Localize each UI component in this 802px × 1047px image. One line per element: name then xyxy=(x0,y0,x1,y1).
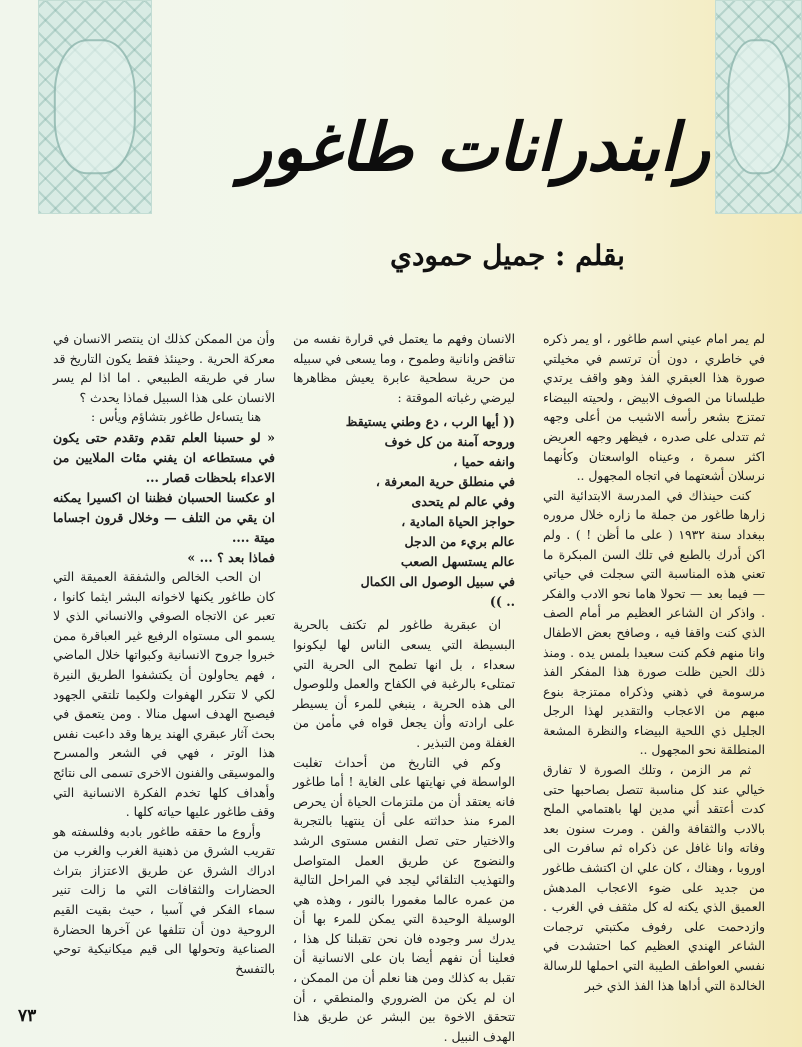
poem-line: في سبيل الوصول الى الكمال xyxy=(360,574,515,590)
quote-line: « لو حسبنا العلم تقدم وتقدم حتى يكون في مستطاعه ان يفني مئات الملايين من الاعداء بلحظات قصار ... xyxy=(53,429,275,485)
poem-line: وروحه آمنة من كل خوف xyxy=(384,434,515,450)
poem-line: .. )) xyxy=(489,594,515,610)
paragraph: وأروع ما حققه طاغور بادبه وفلسفته هو تقريب الشرق من ذهنية الغرب والغرب من ادراك الشرق عن طريق الاعتزاز بتراث الحضارات والثقافات التي ما زالت تنير سماء الفكر في آسيا ، حيث بقيت القيم الروحية دون أن تتلفها عن آخرها الحضارة الصناعية وتحولها الى قيم ميكانيكية توحي بالتفسخ xyxy=(53,824,275,976)
text-column-right xyxy=(543,330,765,1020)
quote-line: فماذا بعد ؟ ... » xyxy=(187,549,275,565)
poem-line: (( أيها الرب ، دع وطني يستيقظ xyxy=(345,414,515,430)
author-byline: بقلم : جميل حمودي xyxy=(390,239,625,272)
paragraph: كنت حينذاك في المدرسة الابتدائية التي زارها طاغور من جملة ما زاره خلال مروره ببغداد سنة ١٩٣٢ ( على ما أظن ! ) . ولم اكن أدرك بالطبع في تلك السن المبكرة ما تعني هذه المناسبة التي سجلت في حياتي — فيما بعد — تحولا هاما نحو الادب والفكر . واذكر ان الشاعر العظيم مر أمام الصف الذي كنت واقفا فيه ، وصافح بعض الاطفال وانا منهم فكم كنت سعيدا بلمس يده . ومنذ ذلك الحين ظلت صورة هذا المفكر الفذ مرسومة في ذهني وذكراه ممتزجة بنوع مبهم من الاعجاب والتقدير لهذا الرجل الجليل ذي اللحية البيضاء والنظرة المشعة المنطلقة نحو المجهول .. xyxy=(543,488,765,758)
poem-line: وانفه حميا ، xyxy=(453,454,515,470)
text-column-left xyxy=(53,330,275,1020)
paragraph: ان الحب الخالص والشفقة العميقة التي كان طاغور يكنها لاخوانه البشر ايثما كانوا ، تعبر عن الاتجاه الصوفي والانساني الذي لا يسمو الى مستواه الرفيع غير العباقرة ممن خبروا جروح الانسانية وكبواتها خلال الماضي ، فهم يحاولون أن يكتشفوا الطريق النيرة لكي لا تتكرر الهفوات ولكيما تلتقي الجهود فيصبح الهدف اسهل منالا . ومن يتعمق في بحث آثار عبقري الهند يرها وقد داعبت نفس هذا الوتر ، فهي في الشعر والمسرح والموسيقى والفنون الاخرى تسمى الى نتائج وأهداف كلها تخدم الفكرة الانسانية التي وقف طاغور عليها حياته كلها . xyxy=(53,569,275,820)
paragraph: هنا يتساءل طاغور بتشاؤم ويأس : xyxy=(91,410,261,425)
article-title: رابندرانات طاغور xyxy=(239,108,710,186)
paragraph: وكم في التاريخ من أحداث تغلبت الواسطة في نهايتها على الغاية ! أما طاغور فانه يعتقد أن من ملتزمات الحياة أن يحرص المرء منذ حداثته على أن ينتهيا بالتجربة والاختيار حتى تصل النفس مستوى الرشد والنضوج عن طريق العمل المتواصل والتهذيب التلقائي ليجد في المراحل التالية من عمره عالما مغمورا بالنور ، وهذه هي الوسيلة الوحيدة التي يمكن للمرء بها أن يدرك سر وجوده فان نحن تقبلنا كل هذا ، فعلينا أن نفهم أيضا بان على الانسانية أن تقبل به كذلك ومن هنا نعلم أن من الممكن ، ان لم يكن من الضروري والمنطقي ، أن تتحقق الاخوة بين البشر عن طريق هذا الهدف النبيل . xyxy=(293,755,515,1044)
poem-line: عالم يستسهل الصعب xyxy=(400,554,515,570)
poem-line: وفي عالم لم يتحدى xyxy=(411,494,515,510)
paragraph: لم يمر امام عيني اسم طاغور ، او يمر ذكره في خاطري ، دون أن ترتسم في مخيلتي صورة هذا العبقري الفذ وهو واقف يرتدي طيلسانا من الصوف الابيض ، ولحيته البيضاء تمتزج بشعر رأسه الاشيب من أعلى وجهه ثم تتدلى على صدره ، فيظهر وجهه العريض اكثر سمرة ، وعيناه الواسعتان وكأنهما نرسلان أشعتهما في اتجاه المجهول .. xyxy=(543,332,765,484)
poem-line: في منطلق حرية المعرفة ، xyxy=(375,474,515,490)
paragraph: وأن من الممكن كذلك ان ينتصر الانسان في معركة الحرية . وحينئذ فقط يكون التاريخ قد سار في طريقه الطبيعي . اما اذا لم يسر الانسان على هذا السبيل فماذا يحدث ؟ xyxy=(53,332,275,405)
paragraph: الانسان وفهم ما يعتمل في قرارة نفسه من تناقض وانانية وطموح ، وما يسعى في سبيله من حرية سطحية عابرة يعيش مظاهرها ليرضي رغباته الموقتة : xyxy=(293,332,515,405)
paragraph: ثم مر الزمن ، وتلك الصورة لا تفارق خيالي عند كل مناسبة تتصل بصاحبها حتى كدت أعتقد أني مدين لها باهتمامي الملح بالادب والثقافة والفن . ومرت سنون بعد وفاته وانا غافل عن ذكراه ثم سافرت الى اوروبا ، وهناك ، كان علي ان اكتشف طاغور من جديد على ضوء الاعجاب المدهش العميق الذي يكنه له كل مثقف في الغرب . وازدحمت على رفوف مكتبتي ترجمات الشاعر الهندي العظيم كما احتشدت في نفسي العواطف الطيبة التي احملها للرسالة الخالدة التي أداها هذا الفذ الذي خبر xyxy=(543,763,765,993)
decorative-pattern-left xyxy=(38,0,152,214)
poem-quote xyxy=(293,412,515,612)
text-column-middle xyxy=(293,330,515,1044)
decorative-pattern-right xyxy=(715,0,802,214)
medallion-ornament-icon xyxy=(54,39,136,174)
poem-line: حواجز الحياة المادية ، xyxy=(401,514,515,530)
medallion-ornament-icon xyxy=(727,39,791,174)
page-number: ٧٣ xyxy=(18,1006,37,1026)
paragraph: ان عبقرية طاغور لم تكتف بالحرية البسيطة التي يسعى الناس لها ليكونوا سعداء ، بل انها تطمح الى الحرية التي تمتلىء بالرغبة في الكفاح والعمل وللوصول الى هذه الحرية ، ينبغي للمرء أن يسيطر على ارادته وأن يجعل قواه في مأمن من الغفلة ومن التبذير . xyxy=(293,618,515,750)
poem-line: عالم بريء من الدجل xyxy=(404,534,515,550)
quote-line: او عكسنا الحسبان فظننا ان اكسيرا يمكنه ان يقي من التلف — وخلال قرون اجساما ميتة .... xyxy=(53,489,275,545)
